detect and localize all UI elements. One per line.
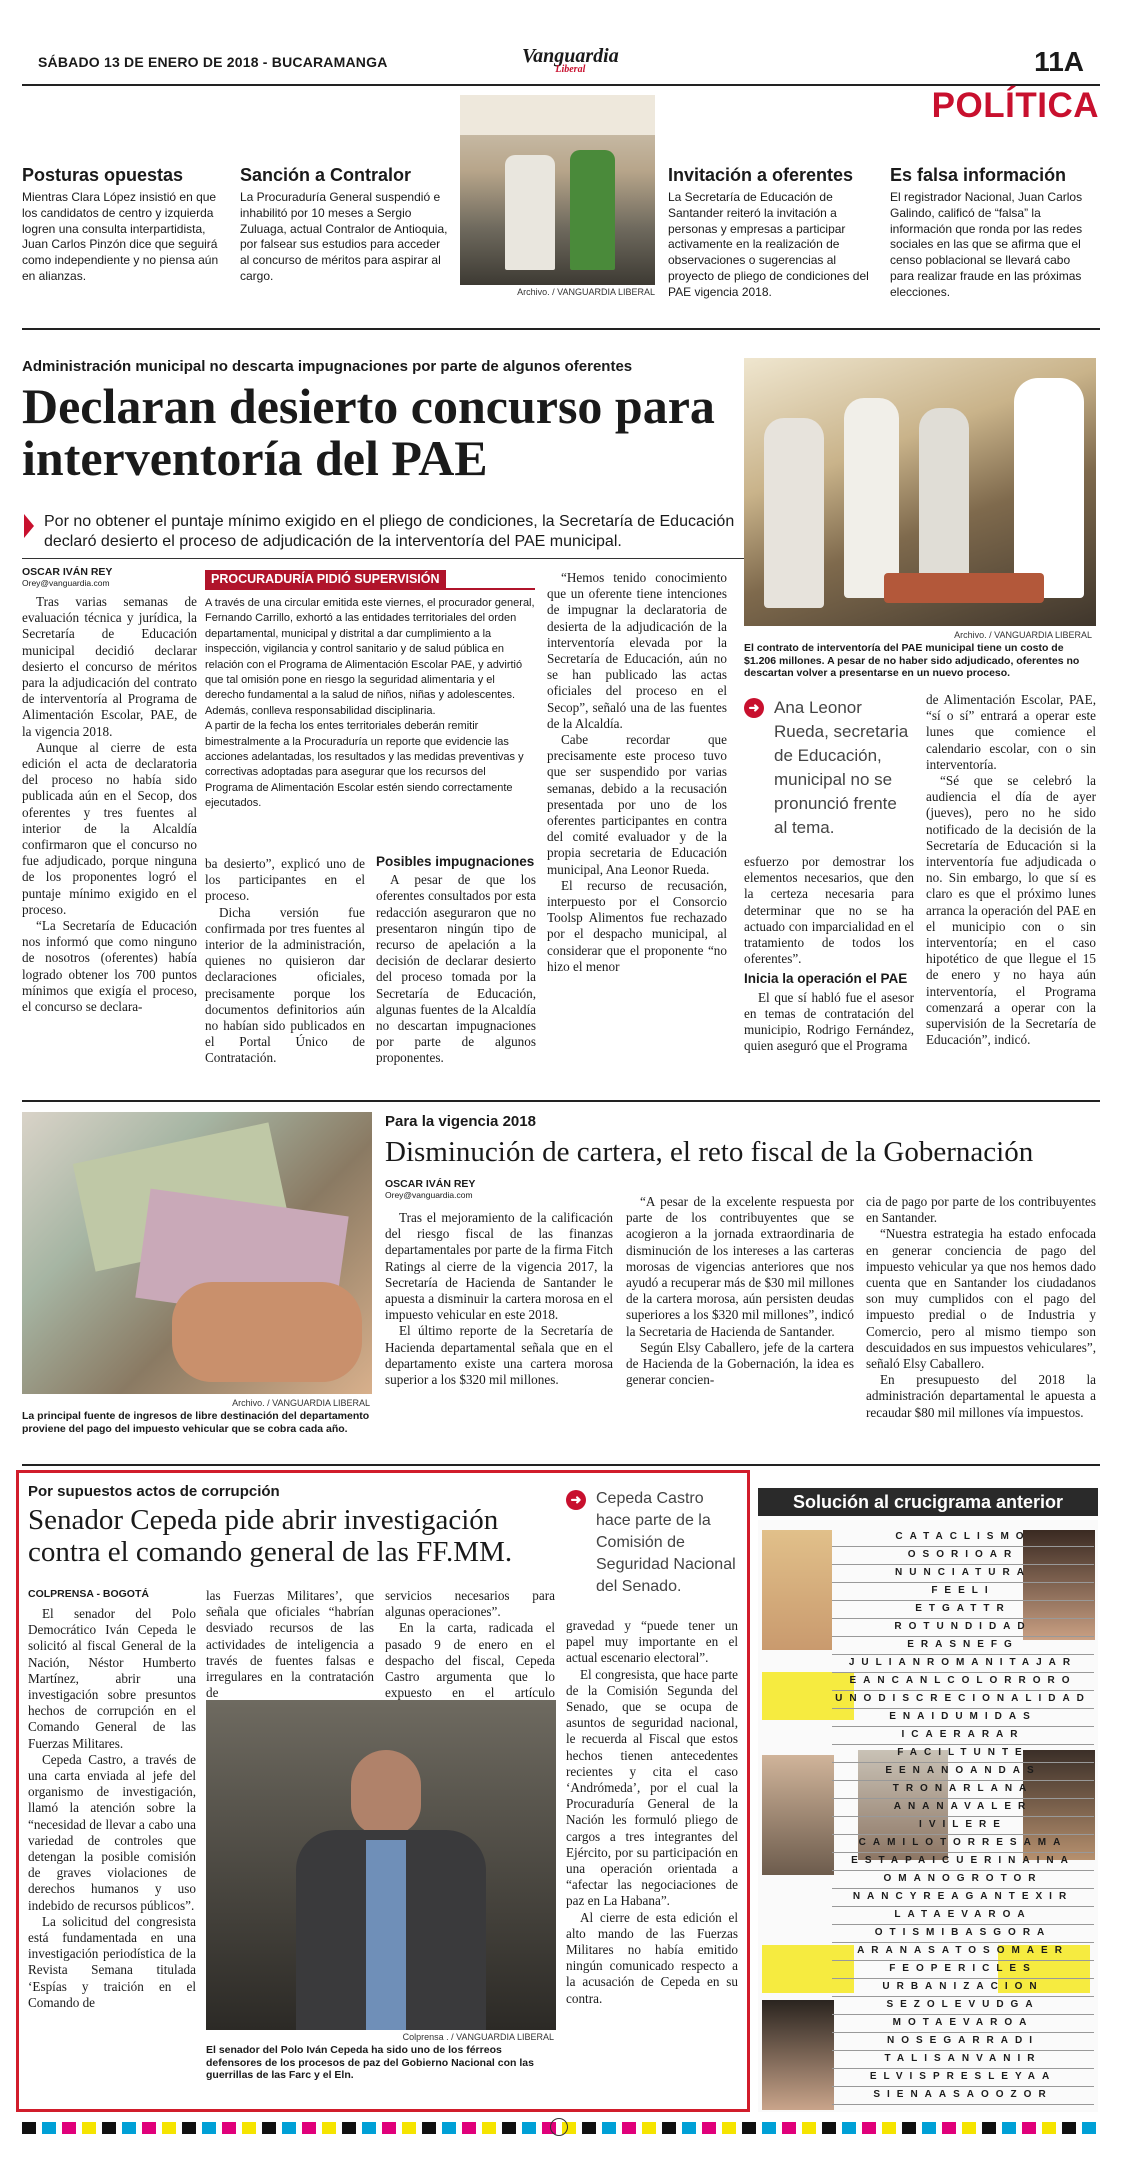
- brief-title: Sanción a Contralor: [240, 165, 412, 185]
- pae-col3: [376, 850, 536, 1067]
- section-rule: [22, 1464, 1100, 1466]
- crossword-row: UNODISCRECIONALIDAD: [832, 1690, 1094, 1709]
- paragraph: de Alimentación Escolar, PAE, “sí o sí” entrará a operar este lunes que comience el calendario escolar, con o sin interventoría.: [926, 692, 1096, 772]
- photo-credit: Archivo. / VANGUARDIA LIBERAL: [232, 1398, 370, 1408]
- brief-text: La Secretaría de Educación de Santander reiteró la invitación a personas y empresas a participar activamente en la realización de observaciones o sugerencias al proyecto de pliego de condiciones del PAE vigencia 2018.: [668, 190, 869, 299]
- crossword-row: JULIANROMANITAJAR: [832, 1654, 1094, 1673]
- crossword-photo: [762, 1530, 832, 1650]
- crossword-row: ESTAPAICUERINAINA: [832, 1852, 1094, 1871]
- pae-deck-marker: [24, 514, 34, 538]
- crossword-title: Solución al crucigrama anterior: [758, 1488, 1098, 1516]
- photo-figure: [505, 155, 555, 270]
- crossword-row: URBANIZACION: [832, 1978, 1094, 1997]
- paragraph: cia de pago por parte de los contribuyentes en Santander.: [866, 1194, 1096, 1226]
- subhead-operacion: Inicia la operación el PAE: [744, 971, 908, 987]
- paragraph: El senador del Polo Democrático Iván Cepeda le solicitó al fiscal General de la Nación, Néstor Humberto Martínez, abrir una investigación sobre presuntos hechos de corrupción en el Comando General de las Fuerzas Militares.: [28, 1606, 196, 1751]
- cartera-photo-money: [22, 1112, 372, 1394]
- cartera-byline: [385, 1178, 615, 1200]
- cepeda-col2: [206, 1588, 374, 1701]
- section-rule: [22, 1100, 1100, 1102]
- crossword-row: OTISMIBASGORA: [832, 1924, 1094, 1943]
- crossword-row: OMANOGROTOR: [832, 1870, 1094, 1889]
- procuraduria-sidebar: [205, 570, 535, 812]
- crossword-row: IVILERE: [832, 1816, 1094, 1835]
- crossword-row: LATAEVAROA: [832, 1906, 1094, 1925]
- crossword-row: ENAIDUMIDAS: [832, 1708, 1094, 1727]
- cepeda-headline: Senador Cepeda pide abrir investigación contra el comando general de las FF.MM.: [28, 1504, 513, 1568]
- pae-pullquote: [744, 696, 914, 840]
- crossword-row: ELVISPRESLEYAA: [832, 2068, 1094, 2087]
- paragraph: El que sí habló fue el asesor en temas de contratación del municipio, Rodrigo Fernández, quien aseguró que el Programa: [744, 989, 914, 1054]
- photo-credit: Colprensa . / VANGUARDIA LIBERAL: [402, 2032, 554, 2042]
- pae-col6: [926, 692, 1096, 1048]
- crossword-row: NANCYREAGANTEXIR: [832, 1888, 1094, 1907]
- paragraph: “A pesar de la excelente respuesta por parte de los contribuyentes que se acogieron a la jornada extraordinaria de disminución de los intereses a las carteras morosas de vigencias anteriores que nos ayudó a recuperar más de $30 mil millones de la cartera morosa, aún persisten deudas superiores a los $320 mil millones”, indicó la Secretaria de Hacienda de Santander.: [626, 1194, 854, 1339]
- crossword-row: ICAERARAR: [832, 1726, 1094, 1745]
- brand-name: Vanguardia: [522, 45, 619, 67]
- pae-photo-students: [744, 358, 1096, 626]
- sidebar-title: PROCURADURÍA PIDIÓ SUPERVISIÓN: [205, 570, 446, 588]
- crossword-row: EENANOANDAS: [832, 1762, 1094, 1781]
- crossword-row: FEELI: [832, 1582, 1094, 1601]
- header-date: SÁBADO 13 DE ENERO DE 2018 - BUCARAMANGA: [38, 54, 388, 70]
- paragraph: gravedad y “puede tener un papel muy importante en el actual escenario electoral”.: [566, 1618, 738, 1666]
- sidebar-rule: [205, 588, 535, 590]
- cartera-kicker: Para la vigencia 2018: [385, 1113, 536, 1130]
- cartera-col1: [385, 1210, 613, 1388]
- crossword-area: [758, 1520, 1098, 2112]
- pae-kicker: Administración municipal no descarta impugnaciones por parte de algunos oferentes: [22, 358, 633, 375]
- paragraph: “Sé que se celebró la audiencia el día de ayer (jueves), pero no he sido notificado de la decisión de la Secretaría de Educación si la interventoría fue adjudicada o no. Sin embargo, lo que sí es claro es que el próximo lunes arranca la operación del PAE en el municipio con o sin interventoría; en el caso hipotético de que llegue el 15 de enero y no haya aún interventoría, el Programa comenzará a operar con la supervisión de la Secretaría de Educación”, indicó.: [926, 773, 1096, 1048]
- pae-col2: [205, 856, 365, 1067]
- crossword-row: TALISANVANIR: [832, 2050, 1094, 2069]
- paragraph: Dicha versión fue confirmada por tres fuentes al interior de la administración, quienes no quisieron dar declaraciones oficiales, precisamente porque los documentos definitorios aún no habían sido publicados en el Portal Único de Contratación.: [205, 904, 365, 1066]
- cartera-photo-caption: La principal fuente de ingresos de libre destinación del departamento proviene del pago del impuesto vehicular que se cobra cada año.: [22, 1410, 370, 1435]
- paragraph: La solicitud del congresista está fundamentada en una investigación periodística de la Revista Semana titulada ‘Espías y traición en el Comando de: [28, 1913, 196, 2010]
- crossword-row: ANANAVALER: [832, 1798, 1094, 1817]
- sidebar-p1: A través de una circular emitida este viernes, el procurador general, Fernando Carrillo, exhortó a las entidades territoriales del orden departamental, municipal y distrital a dar cumplimiento a la inspección, vigilancia y control sanitario y de salud pública en relación con el Programa de Alimentación Escolar PAE, y advirtió que tal omisión pone en riesgo la seguridad alimentaria y el derecho fundamental a la salud de niños, niñas y adolescentes. Además, conlleva responsabilidad disciplinaria.: [205, 597, 535, 717]
- crossword-row: EANCANLCOLORRORO: [832, 1672, 1094, 1691]
- paragraph: Tras varias semanas de evaluación técnica y jurídica, la Secretaría de Educación municipal decidió declarar desierto el concurso de méritos para la adjudicación del contrato de interventoría al Programa de Alimentación Escolar, PAE, de la vigencia 2018.: [22, 594, 197, 739]
- deck-rule: [22, 558, 744, 559]
- photo-shirt: [366, 1840, 406, 2030]
- crossword-row: ETGATTR: [832, 1600, 1094, 1619]
- pullquote-text: Ana Leonor Rueda, secretaria de Educación, municipal no se pronunció frente al tema.: [774, 698, 909, 837]
- crossword-row: SIENAASAOOZOR: [832, 2086, 1094, 2105]
- pae-headline: Declaran desierto concurso para interventoría del PAE: [22, 378, 715, 486]
- cepeda-byline: COLPRENSA - BOGOTÁ: [28, 1588, 149, 1600]
- paragraph: “Nuestra estrategia ha estado enfocada en generar conciencia de pago del impuesto vehicular ya que nos hemos dado cuenta que en Santander los ciudadanos son muy cumplidos con el pago del impuesto predial o de Industria y Comercio, pero al mismo tiempo son descuidados en sus impuestos vehiculares”, señaló Elsy Caballero.: [866, 1226, 1096, 1372]
- cepeda-kicker: Por supuestos actos de corrupción: [28, 1483, 280, 1500]
- byline-email: Orey@vanguardia.com: [22, 578, 110, 588]
- brand-sub: Liberal: [555, 64, 586, 75]
- crossword-row: CAMILOTORRESAMA: [832, 1834, 1094, 1853]
- pae-col4: [547, 570, 727, 975]
- cepeda-col3: [385, 1588, 555, 1718]
- paragraph: “La Secretaría de Educación nos informó que como ninguno de nosotros (oferentes) había logrado obtener los 700 puntos mínimos que exigía el proceso, el concurso se declara-: [22, 918, 197, 1015]
- brief-title: Posturas opuestas: [22, 165, 184, 185]
- photo-credit: Archivo. / VANGUARDIA LIBERAL: [517, 287, 655, 297]
- cartera-col3: [866, 1194, 1096, 1421]
- byline-name: OSCAR IVÁN REY: [22, 566, 113, 578]
- photo-figure: [844, 398, 899, 598]
- cepeda-col1: [28, 1606, 196, 2011]
- crossword-row: ERASNEFG: [832, 1636, 1094, 1655]
- crossword-row: CATACLISMO: [832, 1528, 1094, 1547]
- crossword-row: ARANASATOSOMAER: [832, 1942, 1094, 1961]
- cartera-headline: Disminución de cartera, el reto fiscal de la Gobernación: [385, 1136, 1034, 1168]
- brief-title: Es falsa información: [890, 165, 1067, 185]
- brief-text: La Procuraduría General suspendió e inhabilitó por 10 meses a Sergio Zuluaga, actual Contralor de Antioquia, por falsear sus estudios para acceder al concurso de méritos para aspirar al cargo.: [240, 190, 448, 283]
- crossword-photo: [762, 2000, 834, 2110]
- sidebar-p2: A partir de la fecha los entes territoriales deberán remitir bimestralmente a la Procuraduría un reporte que evidencie las acciones adelantadas, los resultados y las medidas preventivas y correctivas adoptadas para asegurar que los recursos del Programa de Alimentación Escolar estén siendo correctamente ejecutados.: [205, 720, 524, 810]
- crossword-row: OSORIOAR: [832, 1546, 1094, 1565]
- arrow-icon: ➜: [744, 698, 764, 718]
- brief-text: Mientras Clara López insistió en que los candidatos de centro y izquierda logren una consulta interpartidista, Juan Carlos Pinzón dice que seguirá como independiente y no piensa aún en alianzas.: [22, 190, 219, 283]
- photo-tray: [884, 573, 1044, 603]
- paragraph: Cabe recordar que precisamente este proceso tuvo que ser suspendido por varias semanas, debido a la recusación presentada por uno de los oferentes participantes en contra del comité evaluador y de la propia secretaria de Educación municipal, Ana Leonor Rueda.: [547, 732, 727, 877]
- crossword-row: ROTUNDIDAD: [832, 1618, 1094, 1637]
- page-header: [22, 44, 1100, 84]
- photo-figure: [764, 418, 824, 608]
- crossword-row: TRONARLANA: [832, 1780, 1094, 1799]
- subhead-impugnaciones: Posibles impugnaciones: [376, 854, 535, 869]
- crossword-row: FACILTUNTE: [832, 1744, 1094, 1763]
- cepeda-photo-caption: El senador del Polo Iván Cepeda ha sido uno de los férreos defensores de los procesos de paz del Gobierno Nacional con las guerrillas de las Farc y el Eln.: [206, 2044, 534, 2081]
- crossword-photo: [762, 1755, 834, 1875]
- paragraph: En presupuesto del 2018 la administración departamental le apuesta a recaudar $80 mil millones vía impuestos.: [866, 1372, 1096, 1420]
- paragraph: esfuerzo por demostrar los elementos necesarios, que den la certeza necesaria para determinar que no se ha actuado con imparcialidad en el tratamiento de todos los oferentes”.: [744, 854, 914, 967]
- photo-figure: [570, 150, 615, 270]
- pae-col5: [744, 854, 914, 1054]
- paragraph: “Hemos tenido conocimiento que un oferente tiene intenciones de impugnar la declaratoria de desierta de la adjudicación de la interventoría elevada por la Secretaría de Educación, aún no se han publicado las actas oficiales del proceso en el Secop”, señaló una de las fuentes de la Alcaldía.: [547, 570, 727, 731]
- photo-window: [460, 95, 655, 135]
- crossword-row: FEOPERICLES: [832, 1960, 1094, 1979]
- paragraph: En la carta, radicada el pasado 9 de enero en el despacho del fiscal, Cepeda Castro argumenta que lo expuesto en el artículo: [385, 1620, 555, 1701]
- brief-text: El registrador Nacional, Juan Carlos Galindo, calificó de “falsa” la información que ronda por las redes sociales en las que se afirma que el censo poblacional se llevará cabo para realizar fraude en las próximas elecciones.: [890, 190, 1083, 299]
- pae-photo-caption: El contrato de interventoría del PAE municipal tiene un costo de $1.206 millones. A pesar de no haber sido adjudicado, oferentes no descartan volver a presentarse en un nuevo proceso.: [744, 642, 1080, 679]
- crossword-row: MOTAEVAROA: [832, 2014, 1094, 2033]
- brief-falsa: [890, 165, 1095, 301]
- paragraph: ba desierto”, explicó uno de los participantes en el proceso.: [205, 856, 365, 904]
- page-number: 11A: [1034, 46, 1084, 77]
- crossword-row: NUNCIATURA: [832, 1564, 1094, 1583]
- brand-logo: [522, 46, 619, 75]
- crossword-row: SEZOLEVUDGA: [832, 1996, 1094, 2015]
- paragraph: El último reporte de la Secretaría de Hacienda departamental señala que en el departamento existe una cartera morosa superior a los $320 mil millones.: [385, 1323, 613, 1388]
- brief-sancion: [240, 165, 450, 285]
- registration-mark-icon: [550, 2118, 568, 2136]
- crossword-row: NOSEGARRADI: [832, 2032, 1094, 2051]
- pae-deck: Por no obtener el puntaje mínimo exigido en el pliego de condiciones, la Secretaría de Educación declaró desierto el proceso de adjudicación de la interventoría del PAE municipal.: [44, 513, 735, 550]
- photo-hand: [172, 1282, 362, 1382]
- brief-title: Invitación a oferentes: [668, 165, 854, 185]
- pae-col1: [22, 594, 197, 1015]
- byline-name: OSCAR IVÁN REY: [385, 1178, 476, 1190]
- brief-posturas: [22, 165, 232, 285]
- cartera-col2: [626, 1194, 854, 1388]
- pae-byline: [22, 566, 197, 588]
- paragraph: A pesar de que los oferentes consultados por esta redacción aseguraron que no presentaron ningún tipo de recurso de apelación a la decisión de declarar desierto del proceso tomada por la Secretaría de Educación, algunas fuentes de la Alcaldía no descartan impugnaciones por parte de algunos proponentes.: [376, 872, 536, 1066]
- section-title: POLÍTICA: [931, 86, 1099, 125]
- paragraph: Cepeda Castro, a través de una carta enviada al jefe del organismo de investigación, llamó la atención sobre la “necesidad de llevar a cabo una variedad de controles que detengan la posible comisión de graves violaciones de derechos humanos y uso indebido de recursos públicos”.: [28, 1751, 196, 1913]
- paragraph: las Fuerzas Militares’, que señala que oficiales “habrían desviado recursos de las actividades de inteligencia a través de fuentes falsas e irregulares en la contratación de: [206, 1588, 374, 1701]
- photo-head: [351, 1750, 421, 1835]
- paragraph: El congresista, que hace parte de la Comisión Segunda del Senado, que se ocupa de asuntos de seguridad nacional, le recuerda al Fiscal que estos hechos tienen antecedentes recientes y cita el caso ‘Andrómeda’, por el cual la Procuraduría General de la Nación les formuló pliego de cargos a tres integrantes del Ejército, por su participación en una operación orientada a “afectar las negociaciones de paz en La Habana”.: [566, 1666, 738, 1909]
- paragraph: El recurso de recusación, interpuesto por el Consorcio Toolsp Alimentos fue rechazado por el despacho municipal, al considerar que el proponente “no hizo el menor: [547, 877, 727, 974]
- section-rule: [22, 328, 1100, 330]
- byline-email: Orey@vanguardia.com: [385, 1190, 473, 1200]
- paragraph: Al cierre de esta edición el alto mando de las Fuerzas Militares no había emitido ningún comunicado respecto a la acusación de Cepeda en su contra.: [566, 1909, 738, 2006]
- cepeda-pullquote: [566, 1488, 736, 1598]
- brief-invitacion: [668, 165, 878, 301]
- paragraph: servicios necesarios para algunas operaciones”.: [385, 1588, 555, 1620]
- top-photo-kitchen: [460, 95, 655, 285]
- crossword-grid: [832, 1528, 1094, 2108]
- cepeda-photo-senator: [206, 1700, 556, 2030]
- pullquote-text: Cepeda Castro hace parte de la Comisión de Seguridad Nacional del Senado.: [596, 1490, 736, 1595]
- arrow-icon: ➜: [566, 1490, 586, 1510]
- paragraph: Según Elsy Caballero, jefe de la cartera de Hacienda de la Gobernación, la idea es generar concien-: [626, 1339, 854, 1388]
- paragraph: Tras el mejoramiento de la calificación del riesgo fiscal de las finanzas departamentales por parte de la firma Fitch Ratings al cierre de la vigencia 2017, la Secretaría de Hacienda de Santander le apuesta a disminuir la cartera morosa en el impuesto vehicular en este 2018.: [385, 1210, 613, 1323]
- photo-credit: Archivo. / VANGUARDIA LIBERAL: [954, 630, 1092, 640]
- cepeda-col4: [566, 1618, 738, 2007]
- photo-figure: [1014, 378, 1084, 598]
- photo-figure: [919, 408, 969, 598]
- paragraph: Aunque al cierre de esta edición el acta de declaratoria del proceso no había sido publicada aún en el Secop, dos oferentes y tres fuentes al interior de la Alcaldía confirmaron que el concurso no fue adjudicado, porque ninguna de los proponentes logró el puntaje mínimo exigido en el proceso.: [22, 739, 197, 917]
